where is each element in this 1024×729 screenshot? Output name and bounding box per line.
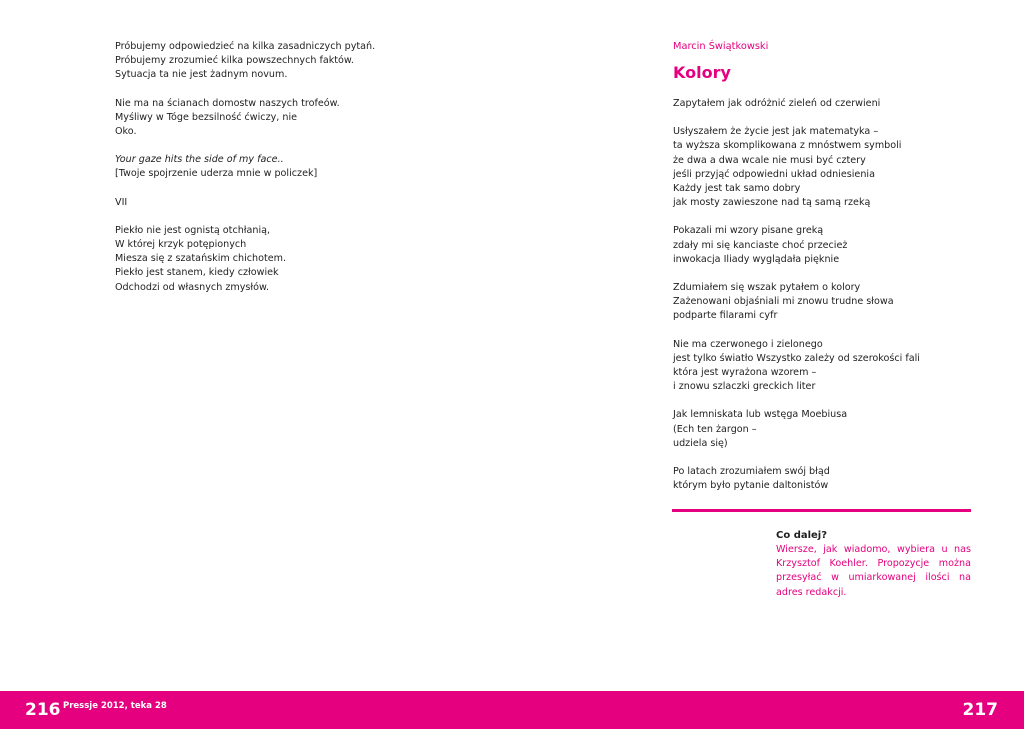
poem-line: Sytuacja ta nie jest żadnym novum. xyxy=(115,69,288,81)
poem-title: Kolory xyxy=(673,63,731,82)
poem-line: podparte filarami cyfr xyxy=(673,310,778,322)
poem-stanza xyxy=(673,125,1003,210)
poem-stanza xyxy=(673,465,1003,493)
poem-line: Pokazali mi wzory pisane greką xyxy=(673,225,824,237)
poem-stanza xyxy=(673,224,1003,267)
poem-stanza xyxy=(115,196,475,210)
poem-stanza xyxy=(115,97,475,140)
poem-line: jest tylko światło Wszystko zależy od szerokości fali xyxy=(673,352,920,364)
poem-line: Oko. xyxy=(115,126,137,138)
note-text: Wiersze, jak wiadomo, wybiera u nas Krzysztof Koehler. Propozycje można przesyłać w umiarkowanej ilości na adres redakcji. xyxy=(776,544,971,598)
poem-line: VII xyxy=(115,196,128,208)
poem-line: Jak lemniskata lub wstęga Moebiusa xyxy=(673,409,848,421)
poem-line: jak mosty zawieszone nad tą samą rzeką xyxy=(673,197,871,209)
poem-line: inwokacja Iliady wyglądała pięknie xyxy=(673,253,840,265)
poem-stanza xyxy=(673,338,1003,395)
section-divider xyxy=(672,509,971,512)
page-number-left: 216 xyxy=(25,700,61,720)
editorial-note xyxy=(776,529,971,600)
poem-line: Nie ma na ścianach domostw naszych trofeów. xyxy=(115,97,340,109)
poem-line: Nie ma czerwonego i zielonego xyxy=(673,338,823,350)
poem-stanza xyxy=(673,281,1003,324)
poem-line: Your gaze hits the side of my face.. xyxy=(115,154,284,166)
poem-line: że dwa a dwa wcale nie musi być cztery xyxy=(673,154,866,166)
poem-line: zdały mi się kanciaste choć przecież xyxy=(673,239,848,251)
footer-bar xyxy=(0,691,1024,729)
left-poem xyxy=(115,40,475,309)
poem-line: jeśli przyjąć odpowiedni układ odniesienia xyxy=(673,168,875,180)
poem-line: Po latach zrozumiałem swój błąd xyxy=(673,466,830,478)
poem-line: Zapytałem jak odróżnić zieleń od czerwieni xyxy=(673,98,881,109)
left-page xyxy=(0,0,512,690)
poem-stanza xyxy=(115,40,475,83)
poem-line: udziela się) xyxy=(673,437,728,449)
poem-line: Usłyszałem że życie jest jak matematyka – xyxy=(673,126,879,138)
poem-line: którym było pytanie daltonistów xyxy=(673,480,829,492)
poem-line: Próbujemy zrozumieć kilka powszechnych faktów. xyxy=(115,55,354,67)
note-heading: Co dalej? xyxy=(776,530,828,541)
poem-line: [Twoje spojrzenie uderza mnie w policzek] xyxy=(115,168,318,180)
poem-line: ta wyższa skomplikowana z mnóstwem symboli xyxy=(673,140,902,152)
poem-author: Marcin Świątkowski xyxy=(673,41,769,52)
poem-line: (Ech ten żargon – xyxy=(673,423,757,435)
poem-line: która jest wyrażona wzorem – xyxy=(673,367,817,379)
poem-stanza xyxy=(673,408,1003,451)
poem-line: Próbujemy odpowiedzieć na kilka zasadniczych pytań. xyxy=(115,41,376,52)
poem-stanza xyxy=(673,97,1003,111)
poem-line: Piekło jest stanem, kiedy człowiek xyxy=(115,267,279,279)
poem-line: Piekło nie jest ognistą otchłanią, xyxy=(115,224,271,236)
right-poem xyxy=(673,97,1003,507)
poem-line: Odchodzi od własnych zmysłów. xyxy=(115,281,269,293)
poem-line: W której krzyk potępionych xyxy=(115,239,247,251)
poem-line: Miesza się z szatańskim chichotem. xyxy=(115,253,287,265)
poem-line: Zdumiałem się wszak pytałem o kolory xyxy=(673,282,861,294)
poem-stanza xyxy=(115,224,475,295)
page-number-right: 217 xyxy=(962,700,998,720)
poem-line: Myśliwy w Tóge bezsilność ćwiczy, nie xyxy=(115,111,298,123)
right-page xyxy=(512,0,1024,690)
poem-line: Zażenowani objaśniali mi znowu trudne słowa xyxy=(673,296,894,308)
poem-stanza xyxy=(115,153,475,181)
poem-line: i znowu szlaczki greckich liter xyxy=(673,381,816,393)
poem-line: Każdy jest tak samo dobry xyxy=(673,183,801,195)
publication-info: Pressje 2012, teka 28 xyxy=(63,701,167,711)
